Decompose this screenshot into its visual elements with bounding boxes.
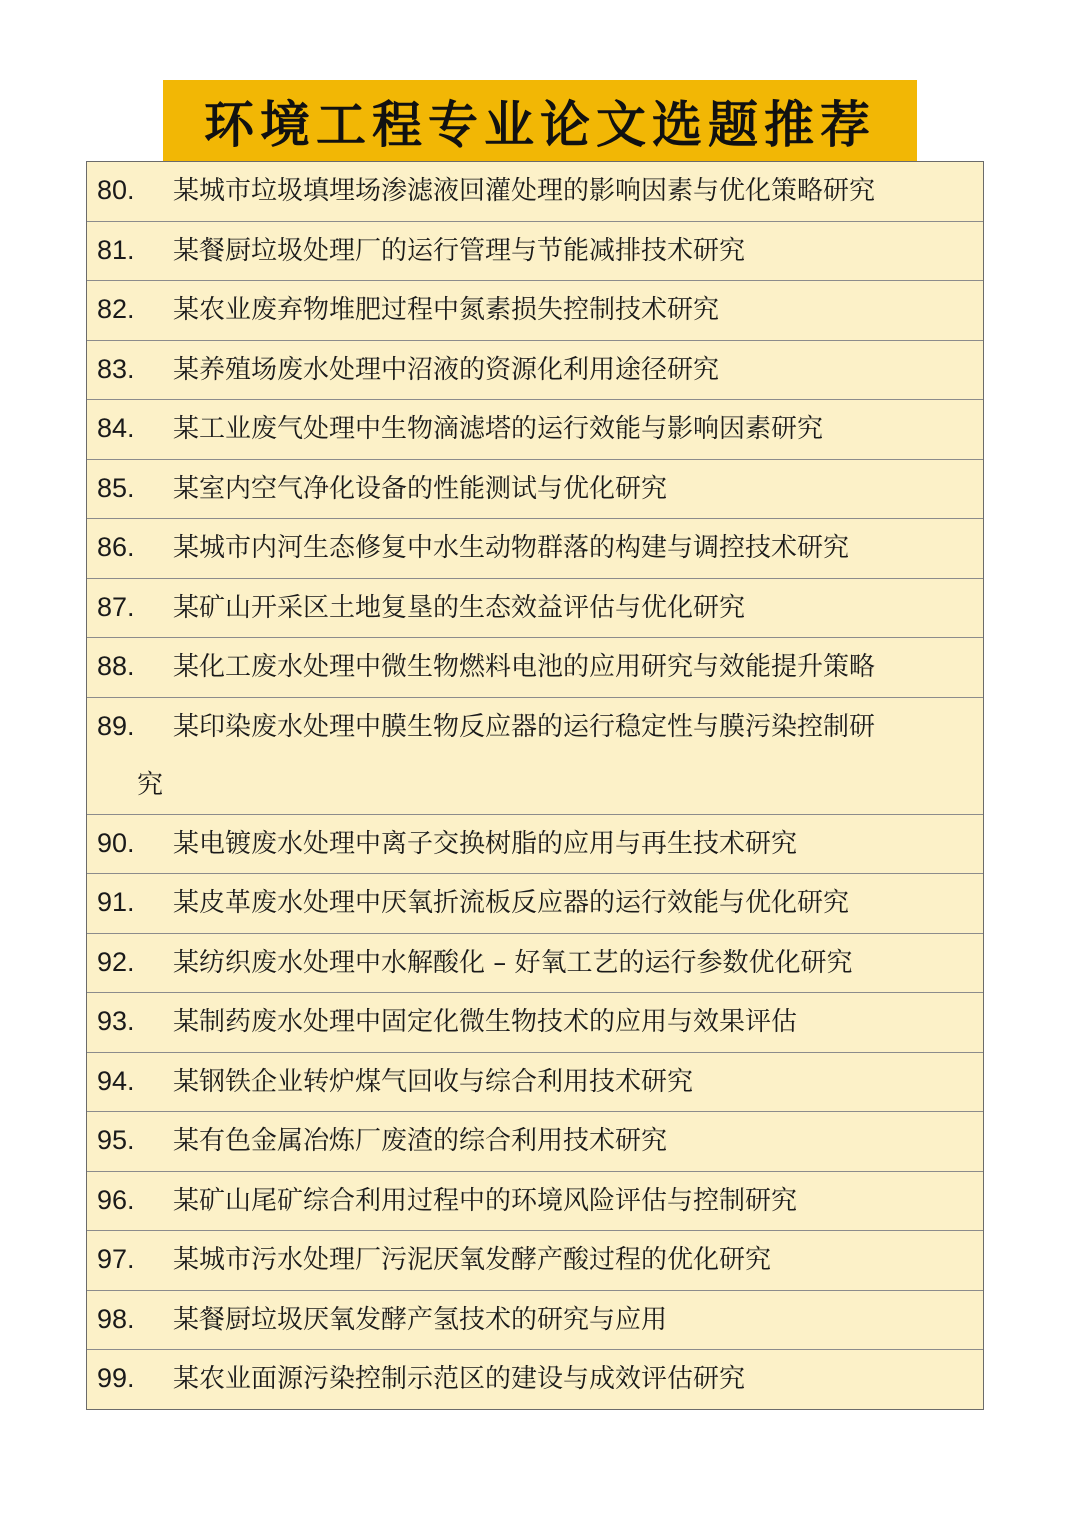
- topic-row: [87, 1231, 983, 1291]
- topic-text: 某纺织废水处理中水解酸化 – 好氧工艺的运行参数优化研究: [173, 947, 853, 978]
- topic-row: [87, 874, 983, 934]
- topic-text: 某皮革废水处理中厌氧折流板反应器的运行效能与优化研究: [173, 888, 850, 918]
- topic-number: 91.: [97, 887, 135, 917]
- topic-number: 94.: [97, 1065, 135, 1096]
- topic-text: 某电镀废水处理中离子交换树脂的应用与再生技术研究: [173, 828, 798, 859]
- topic-row: [87, 815, 983, 875]
- topic-text: 某农业面源污染控制示范区的建设与成效评估研究: [173, 1364, 746, 1394]
- topic-number: 97.: [97, 1244, 135, 1274]
- topic-text: 某印染废水处理中膜生物反应器的运行稳定性与膜污染控制研: [173, 711, 876, 742]
- topic-number: 85.: [97, 472, 135, 503]
- topic-number: 83.: [97, 353, 135, 384]
- topic-row: [87, 1172, 983, 1232]
- topic-number: 87.: [97, 591, 135, 622]
- topic-text: 某农业废弃物堆肥过程中氮素损失控制技术研究: [173, 295, 720, 325]
- topic-text: 某城市垃圾填埋场渗滤液回灌处理的影响因素与优化策略研究: [173, 176, 876, 206]
- topic-row: [87, 1291, 983, 1351]
- topic-text: 某矿山尾矿综合利用过程中的环境风险评估与控制研究: [173, 1185, 798, 1216]
- topic-row: [87, 519, 983, 579]
- topic-text: 某有色金属冶炼厂废渣的综合利用技术研究: [173, 1126, 668, 1156]
- topic-number: 92.: [97, 946, 135, 977]
- topic-text: 某室内空气净化设备的性能测试与优化研究: [173, 473, 668, 504]
- topic-number: 98.: [97, 1303, 135, 1334]
- topic-row: [87, 638, 983, 698]
- topic-number: 93.: [97, 1006, 135, 1036]
- topic-number: 80.: [97, 175, 135, 205]
- topic-number: 89.: [97, 710, 135, 741]
- topic-row: [87, 698, 983, 815]
- topic-row: [87, 934, 983, 994]
- topic-number: 84.: [97, 413, 135, 443]
- topic-table: [86, 161, 984, 1410]
- topic-row: [87, 281, 983, 341]
- topic-text: 某钢铁企业转炉煤气回收与综合利用技术研究: [173, 1066, 694, 1097]
- topic-row: [87, 1350, 983, 1409]
- topic-number: 90.: [97, 827, 135, 858]
- topic-number: 95.: [97, 1125, 135, 1155]
- topic-row: [87, 222, 983, 282]
- title-banner: [163, 80, 917, 162]
- topic-text: 某餐厨垃圾厌氧发酵产氢技术的研究与应用: [173, 1304, 668, 1335]
- topic-row: [87, 162, 983, 222]
- topic-text: 某城市污水处理厂污泥厌氧发酵产酸过程的优化研究: [173, 1245, 772, 1275]
- topic-number: 81.: [97, 234, 135, 265]
- topic-row: [87, 579, 983, 639]
- topic-text: 某矿山开采区土地复垦的生态效益评估与优化研究: [173, 592, 746, 623]
- topic-row: [87, 1053, 983, 1113]
- topic-row: [87, 993, 983, 1053]
- topic-text: 某餐厨垃圾处理厂的运行管理与节能减排技术研究: [173, 235, 746, 266]
- topic-text: 某城市内河生态修复中水生动物群落的构建与调控技术研究: [173, 533, 850, 563]
- topic-number: 88.: [97, 651, 135, 681]
- topic-number: 99.: [97, 1363, 135, 1393]
- topic-row: [87, 1112, 983, 1172]
- topic-number: 86.: [97, 532, 135, 562]
- page-title: 环境工程专业论文选题推荐: [204, 96, 876, 154]
- topic-row: [87, 460, 983, 520]
- topic-text: 某工业废气处理中生物滴滤塔的运行效能与影响因素研究: [173, 414, 824, 444]
- topic-number: 96.: [97, 1184, 135, 1215]
- topic-text: 某养殖场废水处理中沼液的资源化利用途径研究: [173, 354, 720, 385]
- topic-text: 某化工废水处理中微生物燃料电池的应用研究与效能提升策略: [173, 652, 876, 682]
- topic-row: [87, 341, 983, 401]
- topic-number: 82.: [97, 294, 135, 324]
- topic-row: [87, 400, 983, 460]
- topic-text-continued: 究: [137, 769, 164, 800]
- topic-text: 某制药废水处理中固定化微生物技术的应用与效果评估: [173, 1007, 798, 1037]
